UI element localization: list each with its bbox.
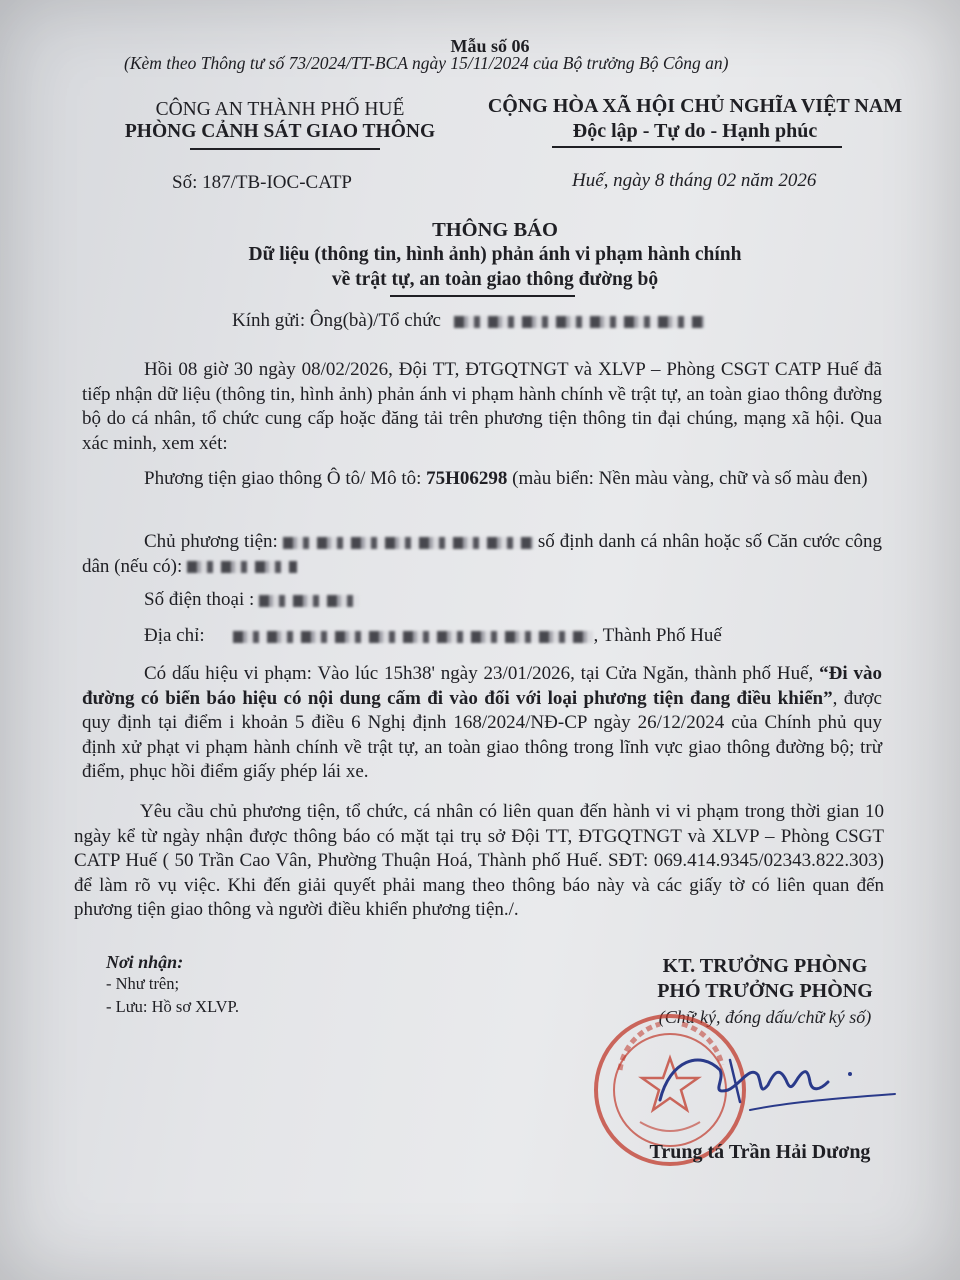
violation-legal-basis: , được quy định tại điểm i khoản 5 điều 6 Nghị định 168/2024/NĐ-CP ngày 26/12/2024 của Chính phủ quy định xử phạt vi phạm hành chính về trật tự, an toàn giao thông trong lĩnh vực giao thông đường bộ; trừ điểm, phục hồi điểm giấy phép lái xe.: [82, 687, 882, 782]
violation-paragraph: [82, 662, 882, 785]
form-reference: (Kèm theo Thông tư số 73/2024/TT-BCA ngày 15/11/2024 của Bộ trưởng Bộ Công an): [124, 53, 729, 73]
redacted-owner-id: [187, 561, 297, 573]
redacted-phone: [259, 595, 359, 607]
signature-note: (Chữ ký, đóng dấu/chữ ký số): [658, 1007, 872, 1027]
request-paragraph: Yêu cầu chủ phương tiện, tổ chức, cá nhân có liên quan đến hành vi vi phạm trong thời gian 10 ngày kể từ ngày nhận được thông báo có mặt tại trụ sở Đội TT, ĐTGQTNGT và XLVP – Phòng CSGT CATP Huế ( 50 Trần Cao Vân, Phường Thuận Hoá, Thành phố Huế. SĐT: 069.414.9345/02343.822.303) để làm rõ vụ việc. Khi đến giải quyết phải mang theo thông báo này và các giấy tờ có liên quan đến phương tiện giao thông và người điều khiển phương tiện./.: [74, 801, 884, 920]
signature-icon: [640, 1040, 900, 1120]
signature-title-1: KT. TRƯỞNG PHÒNG: [662, 955, 868, 977]
document-subtitle-line1: Dữ liệu (thông tin, hình ảnh) phản ánh vi phạm hành chính: [248, 244, 742, 265]
intro-paragraph: Hồi 08 giờ 30 ngày 08/02/2026, Đội TT, ĐTGQTNGT và XLVP – Phòng CSGT CATP Huế đã tiếp nhận dữ liệu (thông tin, hình ảnh) phản ánh vi phạm hành chính về trật tự, an toàn giao thông đường bộ do cá nhân, tổ chức cung cấp hoặc đăng tải trên phương tiện thông tin đại chúng, mạng xã hội. Qua xác minh, xem xét:: [82, 359, 882, 454]
national-title: CỘNG HÒA XÃ HỘI CHỦ NGHĨA VIỆT NAM: [487, 95, 903, 117]
recipient-item-1: - Như trên;: [106, 974, 180, 993]
motto-underline: [552, 146, 842, 148]
redacted-address: [233, 631, 593, 643]
owner-id-label: số định danh cá nhân hoặc số Căn cước công dân (nếu có):: [82, 531, 882, 577]
form-number: Mẫu số 06: [450, 36, 530, 56]
signer-name: Trung tá Trần Hải Dương: [649, 1141, 871, 1163]
signature-title-2: PHÓ TRƯỞNG PHÒNG: [657, 980, 873, 1002]
phone-line: [144, 588, 844, 613]
recipient-line: [232, 310, 704, 332]
department-name: PHÒNG CẢNH SÁT GIAO THÔNG: [124, 121, 436, 142]
vehicle-paragraph: [82, 467, 882, 492]
address-line: [144, 624, 884, 649]
violation-intro: Có dấu hiệu vi phạm: Vào lúc 15h38' ngày 23/01/2026, tại Cửa Ngăn, thành phố Huế,: [144, 663, 820, 684]
document-subtitle-line2: về trật tự, an toàn giao thông đường bộ: [331, 269, 659, 290]
owner-label: Chủ phương tiện:: [144, 531, 283, 552]
owner-paragraph: [82, 530, 882, 579]
recipients-title: Nơi nhận:: [106, 952, 184, 972]
title-underline: [390, 295, 575, 297]
address-label: Địa chỉ:: [144, 625, 210, 646]
document-date: Huế, ngày 8 tháng 02 năm 2026: [572, 170, 817, 191]
vehicle-label: Phương tiện giao thông Ô tô/ Mô tô:: [144, 468, 427, 489]
plate-color-note: (màu biển: Nền màu vàng, chữ và số màu đen): [507, 468, 868, 489]
recipient-item-2: - Lưu: Hồ sơ XLVP.: [106, 997, 240, 1016]
agency-name: CÔNG AN THÀNH PHỐ HUẾ: [155, 99, 405, 120]
phone-label: Số điện thoại :: [144, 589, 260, 610]
redacted-owner-name: [283, 537, 533, 549]
national-motto: Độc lập - Tự do - Hạnh phúc: [572, 120, 818, 142]
license-plate: 75H06298: [426, 468, 508, 489]
recipient-label: Kính gửi: Ông(bà)/Tổ chức: [232, 310, 441, 331]
address-city: , Thành Phố Huế: [593, 625, 722, 646]
department-underline: [190, 148, 380, 150]
document-title: THÔNG BÁO: [432, 219, 558, 241]
violation-description: “Đi vào đường có biển báo hiệu có nội dung cấm đi vào đối với loại phương tiện đang điều khiển”: [82, 663, 882, 709]
redacted-recipient: [454, 316, 704, 328]
document-number: Số: 187/TB-IOC-CATP: [172, 172, 352, 193]
